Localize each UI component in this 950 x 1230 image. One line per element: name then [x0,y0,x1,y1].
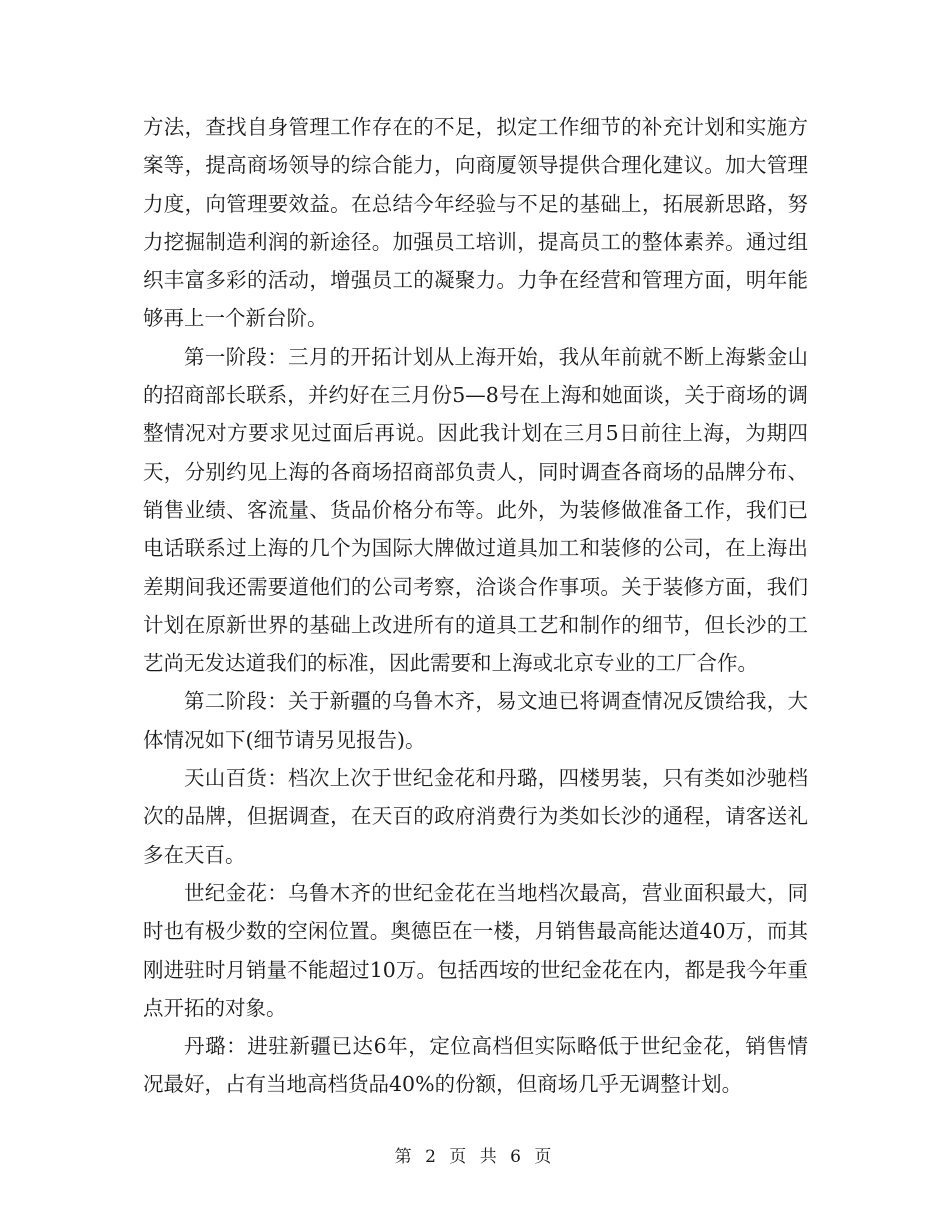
paragraph-danlu: 丹璐：进驻新疆已达6年，定位高档但实际略低于世纪金花，销售情况最好，占有当地高档货品40%的份额，但商场几乎无调整计划。 [143,1034,808,1097]
paragraph-phase-one: 第一阶段：三月的开拓计划从上海开始，我从年前就不断上海紫金山的招商部长联系，并约好在三月份5—8号在上海和她面谈，关于商场的调整情况对方要求见过面后再说。因此我计划在三月5日前往上海，为期四天，分别约见上海的各商场招商部负责人，同时调查各商场的品牌分布、销售业绩、客流量、货品价格分布等。此外，为装修做准备工作，我们已电话联系过上海的几个为国际大牌做过道具加工和装修的公司，在上海出差期间我还需要道他们的公司考察，洽谈合作事项。关于装修方面，我们计划在原新世界的基础上改进所有的道具工艺和制作的细节，但长沙的工艺尚无发达道我们的标准，因此需要和上海或北京专业的工厂合作。 [143,344,808,676]
paragraph-phase-two: 第二阶段：关于新疆的乌鲁木齐，易文迪已将调查情况反馈给我，大体情况如下(细节请另见报告)。 [143,689,808,752]
paragraph-century-ginwa: 世纪金花：乌鲁木齐的世纪金花在当地档次最高，营业面积最大，同时也有极少数的空闲位置。奥德臣在一楼，月销售最高能达道40万，而其刚进驻时月销量不能超过10万。包括西垵的世纪金花在内，都是我今年重点开拓的对象。 [143,880,808,1020]
paragraph-management: 方法，查找自身管理工作存在的不足，拟定工作细节的补充计划和实施方案等，提高商场领导的综合能力，向商厦领导提供合理化建议。加大管理力度，向管理要效益。在总结今年经验与不足的基础上，拓展新思路，努力挖掘制造利润的新途径。加强员工培训，提高员工的整体素养。通过组织丰富多彩的活动，增强员工的凝聚力。力争在经营和管理方面，明年能够再上一个新台阶。 [143,115,808,331]
document-body [143,108,808,1104]
page-footer: 第 2 页 共 6 页 [394,1147,556,1167]
paragraph-tianshan-department-store: 天山百货：档次上次于世纪金花和丹璐，四楼男装，只有类如沙驰档次的品牌，但据调查，在天百的政府消费行为类如长沙的通程，请客送礼多在天百。 [143,766,808,867]
